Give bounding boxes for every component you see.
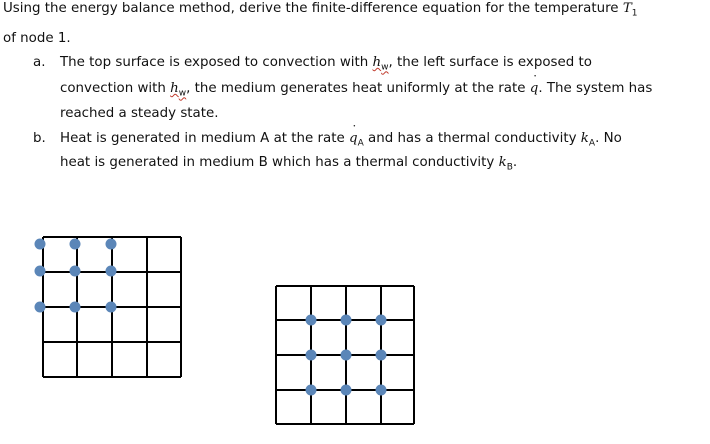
part-a-line-2: convection with $h_w$, the medium generates heat uniformly at the rate ˙ q. The system has bbox=[60, 81, 652, 99]
node bbox=[306, 315, 317, 326]
part-a-line-1: The top surface is exposed to convection with $h_w$, the left surface is exposed to bbox=[60, 55, 592, 73]
node bbox=[70, 239, 81, 250]
right-grid-figure bbox=[276, 286, 414, 424]
node bbox=[341, 350, 352, 361]
part-b-line-2: heat is generated in medium B which has a thermal conductivity $k_B$. bbox=[60, 155, 518, 173]
part-b-line-1: Heat is generated in medium A at the rate ˙ $q_A$ and has a thermal conductivity $k_A$. No bbox=[60, 131, 622, 149]
left-grid-figure bbox=[35, 237, 182, 377]
node bbox=[70, 302, 81, 313]
intro-line-2: of node 1. bbox=[3, 31, 71, 46]
node bbox=[341, 385, 352, 396]
node bbox=[106, 302, 117, 313]
node bbox=[306, 385, 317, 396]
node bbox=[35, 239, 46, 250]
node bbox=[106, 239, 117, 250]
intro-line-1: Using the energy balance method, derive the finite-difference equation for the temperature $T_1$ bbox=[3, 1, 638, 19]
node bbox=[35, 266, 46, 277]
node bbox=[106, 266, 117, 277]
node bbox=[306, 350, 317, 361]
part-b-marker: b. bbox=[33, 131, 46, 146]
node bbox=[70, 266, 81, 277]
node bbox=[376, 315, 387, 326]
part-a-line-3: reached a steady state. bbox=[60, 106, 219, 121]
node bbox=[35, 302, 46, 313]
node bbox=[341, 315, 352, 326]
node bbox=[376, 350, 387, 361]
part-a-marker: a. bbox=[33, 55, 46, 70]
node bbox=[376, 385, 387, 396]
